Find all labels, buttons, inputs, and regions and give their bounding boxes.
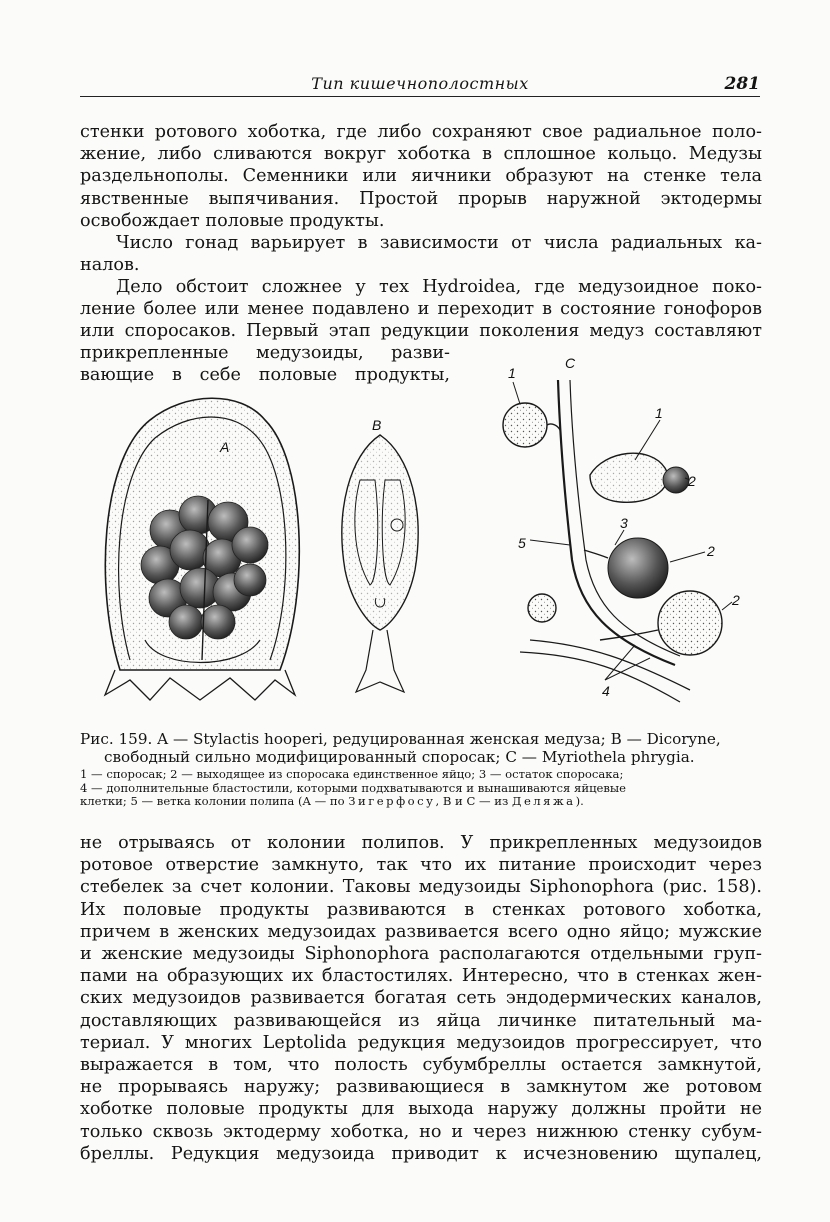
- label-2a: 2: [688, 473, 696, 489]
- text-line: и женские медузоиды Siphonophora располагаются отдельными груп-: [80, 944, 762, 965]
- label-1a: 1: [508, 365, 516, 381]
- label-b: B: [372, 417, 382, 433]
- caption-line: Рис. 159. A — Stylactis hooperi, редуцированная женская медуза; B — Dicoryne,: [80, 730, 721, 748]
- text-line: доставляющих развивающейся из яйца личинке питательный ма-: [80, 1010, 762, 1031]
- running-title: Тип кишечнополостных: [311, 74, 529, 93]
- text-line: пами на образующих их бластостилях. Интересно, что в стенках жен-: [80, 966, 762, 987]
- figure-illustration: [90, 340, 780, 725]
- text-line: только сквозь эктодерму хоботка, но и через нижнюю стенку субум-: [80, 1121, 762, 1142]
- text-line: не отрываясь от колонии полипов. У прикрепленных медузоидов: [80, 833, 762, 853]
- legend-text: ).: [575, 794, 584, 808]
- legend-text: клетки; 5 — ветка колонии полипа (A — по: [80, 794, 349, 808]
- text-line: вающие в себе половые продукты,: [80, 365, 450, 386]
- text-line: Число гонад варьирует в зависимости от числа радиальных ка-: [116, 233, 762, 253]
- text-line: жение, либо сливаются вокруг хоботка в сплошное кольцо. Медузы: [80, 144, 762, 165]
- text-line: раздельнополы. Семенники или яичники образуют на стенке тела: [80, 166, 762, 187]
- label-5: 5: [518, 535, 526, 551]
- text-line: ротовое отверстие замкнуто, так что их питание происходит через: [80, 855, 762, 876]
- text-line: Дело обстоит сложнее у тех Hydroidea, где медузоидное поко-: [116, 277, 762, 297]
- drawing-b-dicoryne: [342, 435, 418, 692]
- text-line: или спороcаков. Первый этап редукции поколения медуз составляют: [80, 321, 762, 342]
- figure-159: [90, 340, 780, 725]
- text-line: прикрепленные медузоиды, разви-: [80, 343, 450, 363]
- text-line: териал. У многих Leptolida редукция медузоидов прогрессирует, что: [80, 1032, 762, 1053]
- paragraph-1: [80, 121, 762, 232]
- text-line: Их половые продукты развиваются в стенках ротового хоботка,: [80, 899, 762, 920]
- text-line: стенки ротового хоботка, где либо сохраняют свое радиальное поло-: [80, 122, 762, 142]
- paragraph-3: [80, 276, 762, 343]
- text-line: явственные выпячивания. Простой прорыв наружной эктодермы: [80, 188, 762, 209]
- figure-caption: [80, 730, 762, 809]
- text-line: бреллы. Редукция медузоида приводит к исчезновению щупалец,: [80, 1143, 762, 1164]
- paragraph-4: [80, 832, 762, 1165]
- caption-line: свободный сильно модифицированный спороcак; C — Myriothela phrygia.: [104, 748, 695, 766]
- text-line: причем в женских медузоидах развивается всего одно яйцо; мужские: [80, 921, 762, 942]
- caption-legend: [80, 768, 762, 809]
- text-line: хоботке половые продукты для выхода наружу должны пройти не: [80, 1099, 762, 1120]
- label-a: A: [220, 439, 230, 455]
- paragraph-2: [80, 232, 762, 276]
- page-number: 281: [724, 74, 760, 94]
- label-1b: 1: [655, 405, 663, 421]
- legend-line: [80, 795, 762, 809]
- text-line: ление более или менее подавлено и переходит в состояние гонофоров: [80, 299, 762, 320]
- author-name: Деляжа: [512, 794, 576, 808]
- label-3: 3: [620, 515, 628, 531]
- text-line: не прорываясь наружу; развивающиеся в замкнутом же ротовом: [80, 1077, 762, 1098]
- caption-main: [80, 730, 762, 766]
- text-line: налов.: [80, 255, 140, 276]
- label-2c: 2: [732, 592, 740, 608]
- drawing-a-stylactis: [105, 398, 299, 700]
- author-name: Зигерфосу: [348, 794, 436, 808]
- running-header: [80, 74, 760, 97]
- text-line: ских медузоидов развивается богатая сеть эндодермических каналов,: [80, 988, 762, 1009]
- text-line: освобождает половые продукты.: [80, 210, 385, 231]
- label-2b: 2: [707, 543, 715, 559]
- text-line: выражается в том, что полость субумбреллы остается замкнутой,: [80, 1055, 762, 1076]
- label-c: C: [565, 355, 576, 371]
- text-line: стебелек за счет колонии. Таковы медузоиды Siphonophora (рис. 158).: [80, 877, 762, 898]
- legend-text: , B и C — из: [435, 794, 513, 808]
- label-4: 4: [602, 683, 610, 699]
- legend-line: 4 — дополнительные бластостили, которыми подхватываются и вынашиваются яйцевые: [80, 780, 627, 795]
- legend-line: 1 — спороcак; 2 — выходящее из спороcака единственное яйцо; 3 — остаток спороcака;: [80, 767, 624, 781]
